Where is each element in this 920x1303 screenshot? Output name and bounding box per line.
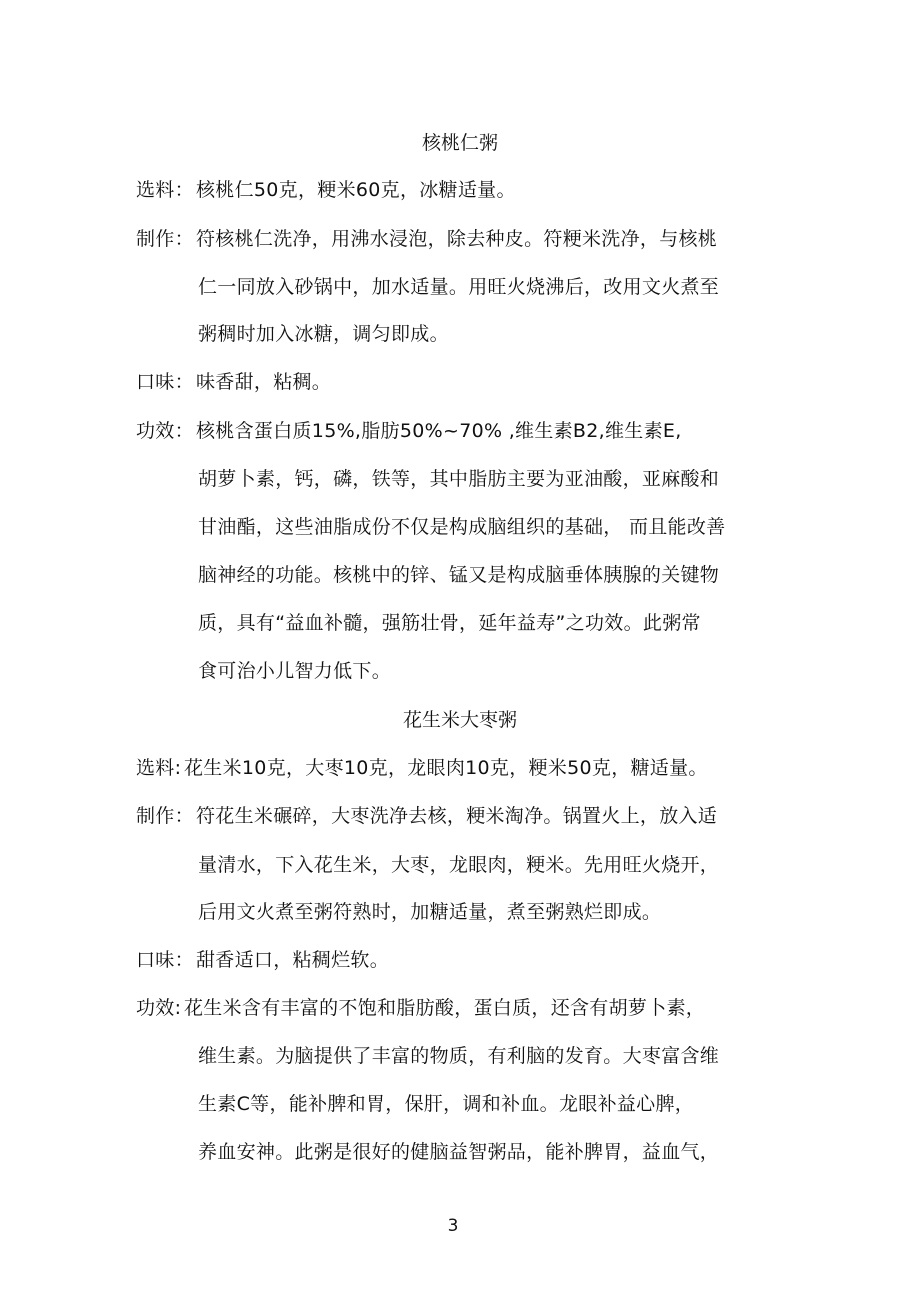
method-text: 粥稠时加入冰糖，调匀即成。 [198,323,449,345]
taste-text: 味香甜，粘稠。 [196,371,332,393]
effect-text: 质，具有“益血补髓，强筋壮骨，延年益寿”之功效。此粥常 [198,612,701,634]
taste-line [136,370,331,394]
recipe-title: 核桃仁粥 [421,132,498,154]
method-text: 仁一同放入砂锅中，加水适量。用旺火烧沸后，改用文火煮至 [198,276,720,298]
effect-line [136,996,705,1020]
taste-text: 甜香适口，粘稠烂软。 [196,949,390,971]
effect-text: 维生素。为脑提供了丰富的物质，有利脑的发育。大枣富含维 [198,1045,720,1067]
method-text: 量清水，下入花生米，大枣，龙眼肉，粳米。先用旺火烧开， [198,854,720,876]
taste-label: 口味： [136,371,194,393]
effect-text: 食可治小儿智力低下。 [198,660,392,682]
ingredients-label: 选料： [136,179,194,201]
ingredients-line [136,178,516,202]
method-text: 后用文火煮至粥符熟时，加糖适量，煮至粥熟烂即成。 [198,901,662,923]
effect-text: 甘油酯，这些油脂成份不仅是构成脑组织的基础， 而且能改善 [198,516,726,538]
method-text: 符花生米碾碎，大枣洗净去核，粳米淘净。锅置火上，放入适 [196,805,718,827]
effect-text: 胡萝卜素，钙，磷，铁等，其中脂肪主要为亚油酸，亚麻酸和 [198,468,720,490]
effect-text: 养血安神。此粥是很好的健脑益智粥品，能补脾胃，益血气， [198,1141,720,1163]
method-line [136,804,717,828]
ingredients-text: 核桃仁50克，粳米60克，冰糖适量。 [196,179,516,201]
effect-line [136,419,682,443]
page-number: 3 [447,1216,459,1236]
ingredients-line [136,756,708,780]
effect-label: 功效： [136,420,194,442]
method-line [136,227,717,251]
method-label: 制作： [136,805,194,827]
effect-text: 脑神经的功能。核桃中的锌、锰又是构成脑垂体胰腺的关键物 [198,564,720,586]
effect-text: 核桃含蛋白质15%,脂肪50%~70% ,维生素B2,维生素E, [196,420,682,442]
ingredients-text: 花生米10克，大枣10克，龙眼肉10克，粳米50克，糖适量。 [184,757,708,779]
ingredients-label: 选料: [136,757,182,779]
taste-label: 口味： [136,949,194,971]
recipe-title: 花生米大枣粥 [402,709,517,731]
effect-text: 花生米含有丰富的不饱和脂肪酸，蛋白质，还含有胡萝卜素， [184,997,706,1019]
method-label: 制作： [136,228,194,250]
method-text: 符核桃仁洗净，用沸水浸泡，除去种皮。符粳米洗净，与核桃 [196,228,718,250]
effect-label: 功效: [136,997,182,1019]
effect-text: 生素C等，能补脾和胃，保肝，调和补血。龙眼补益心脾， [198,1093,695,1115]
taste-line [136,948,389,972]
